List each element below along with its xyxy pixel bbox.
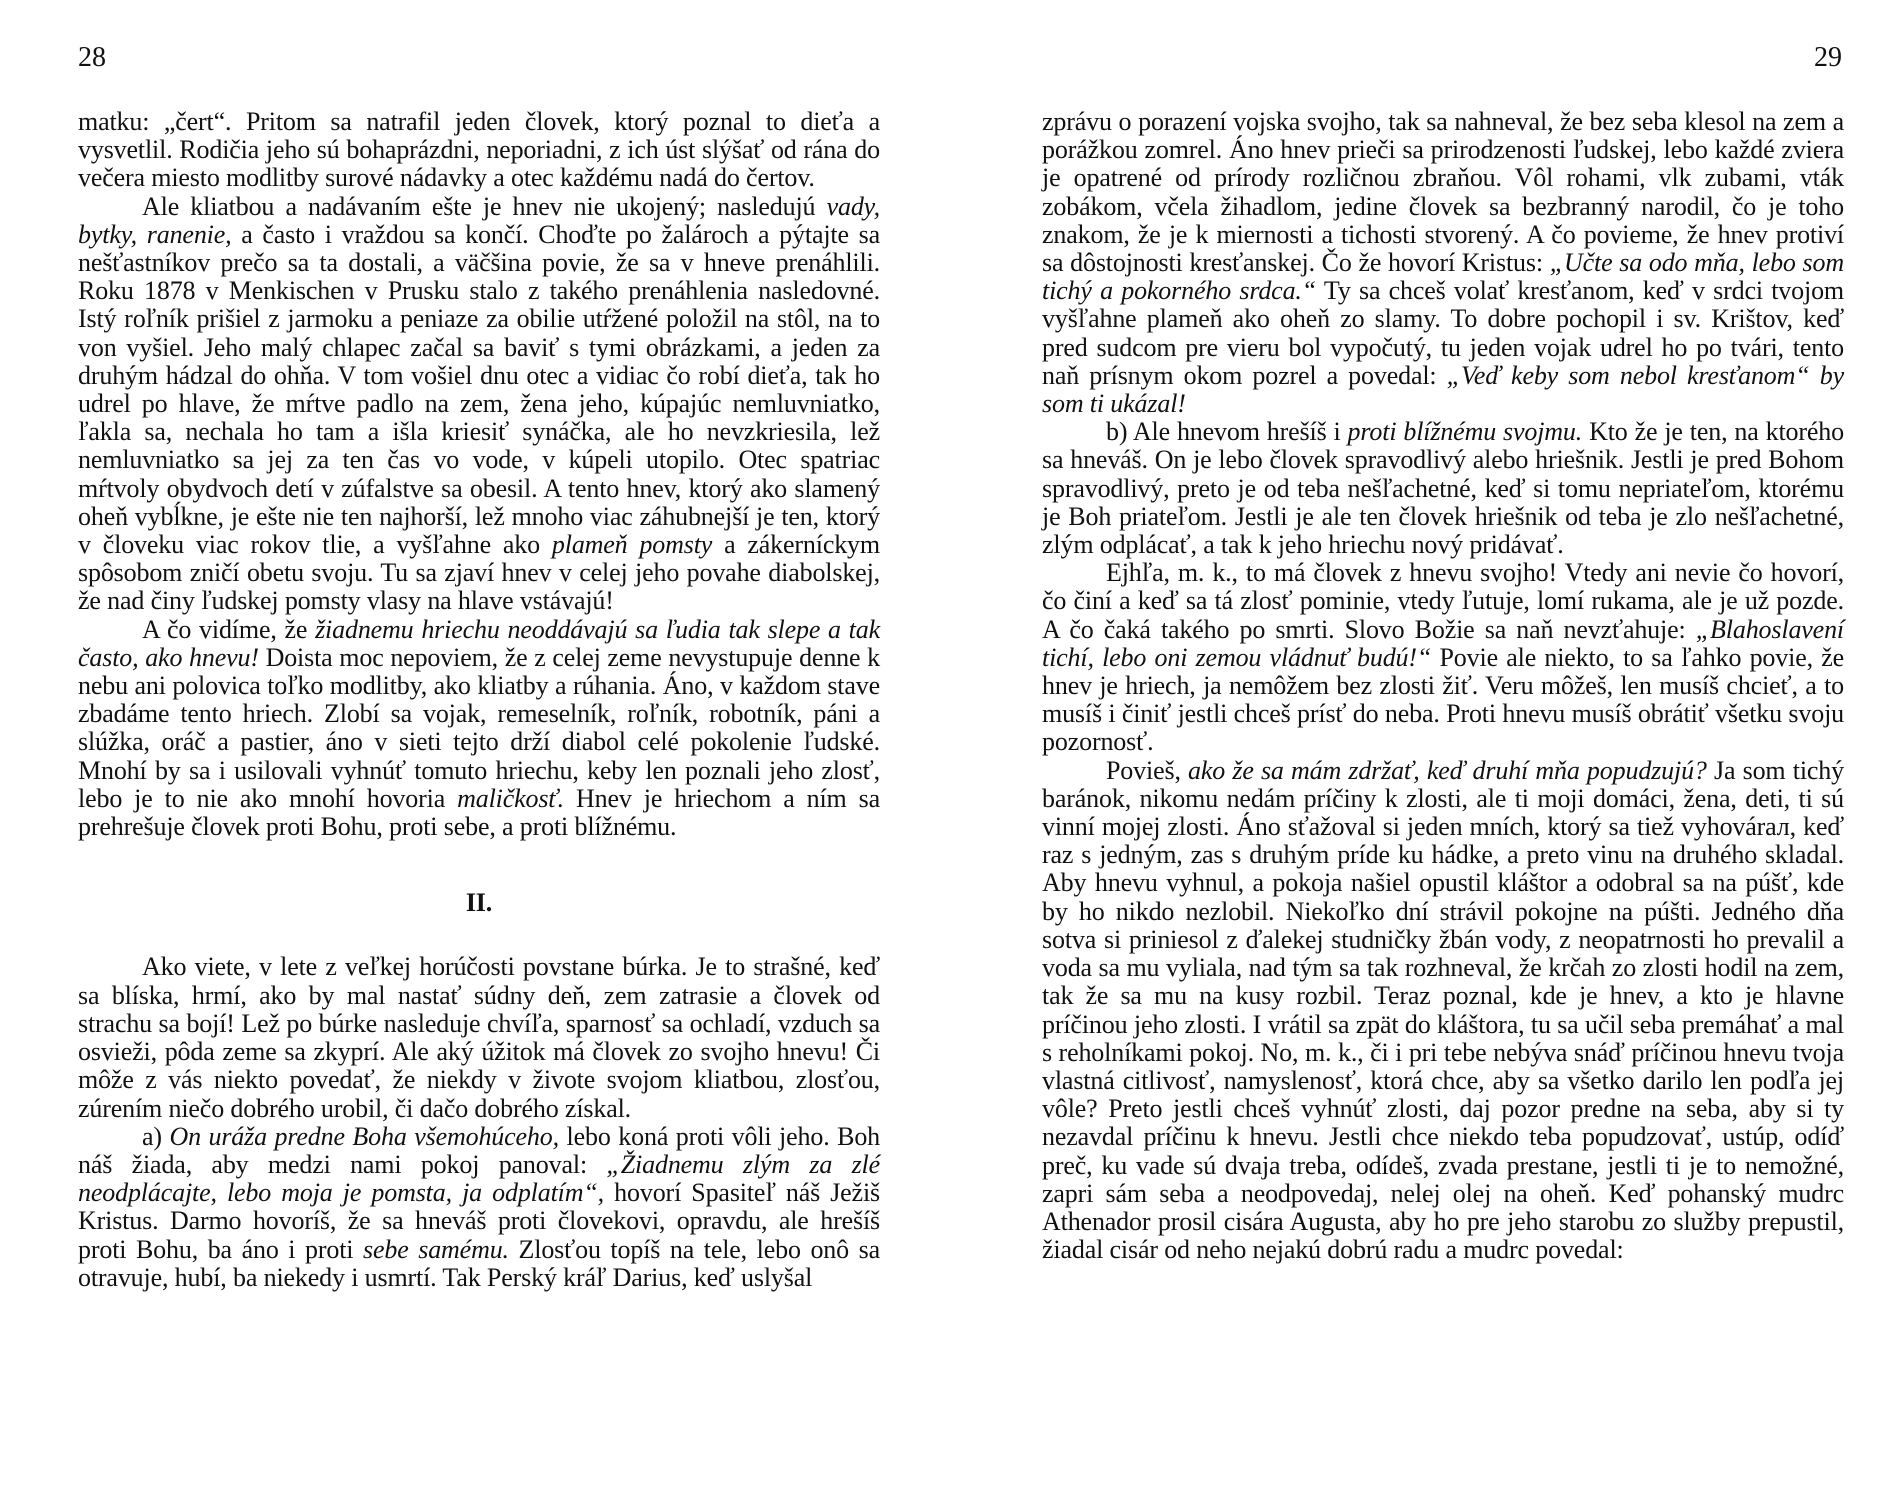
paragraph: matku: „čert“. Pritom sa natrafil jeden človek, ktorý poznal to dieťa a vysvetlil. Rodičia jeho sú bohaprázdni, neporiadni, z ich úst slýšať od rána do večera miesto modlitby surové nádavky a otec každému nadá do čertov. — [78, 107, 880, 193]
page-number-right: 29 — [1814, 42, 1842, 73]
paragraph: Ejhľa, m. k., to má človek z hnevu svojho! Vtedy ani nevie čo hovorí, čo činí a keď sa tá zlosť pominie, vtedy ľutuje, lomí rukama, ale je už pozde. A čo čaká takého po smrti. Slovo Božie sa naň nevzťahuje: „Blahoslavení tichí, lebo oni zemou vládnuť budú!“ Povie ale niekto, to sa ľahko povie, že hnev je hriech, ja nemôžem bez zlosti žiť. Veru môžeš, len musíš chcieť, a to musíš i činiť jestli chceš prísť do neba. Proti hnevu musíš obrátiť všetku svoju pozornosť. — [1042, 558, 1844, 757]
paragraph: a) On uráža predne Boha všemohúceho, lebo koná proti vôli jeho. Boh náš žiada, aby medzi nami pokoj panoval: „Žiadnemu zlým za zlé neodplácajte, lebo moja je pomsta, ja odplatím“, hovorí Spasiteľ náš Ježiš Kristus. Darmo hovoríš, že sa hneváš proti človekovi, opravdu, ale hrešíš proti Bohu, ba áno i proti sebe samému. Zlosťou topíš na tele, lebo onô sa otravuje, hubí, ba niekedy i usmrtí. Tak Perský kráľ Darius, keď uslyšal — [78, 1121, 881, 1292]
left-page-text — [78, 108, 880, 1292]
paragraph: Povieš, ako že sa mám zdržať, keď druhí mňa popudzujú? Ja som tichý baránok, nikomu nedám príčiny k zlosti, ale ti moji domáci, žena, deti, ti sú vinní mojej zlosti. Áno sťažoval si jeden mních, ktorý sa tiež vyhovárал, keď raz s jedným, zas s druhým príde ku hádke, a preto vinu na druhého skladal. Aby hnevu vyhnul, a pokoja našiel opustil kláštor a odobral sa na púšť, kde by ho nikdo nezlobil. Niekoľko dní strávil pokojne na púšti. Jedného dňa sotva si priniesol z ďalekej studničky žbán vody, z neopatrnosti ho prevalil a voda sa mu vyliala, nad tým sa tak rozhneval, že krčah zo zlosti hodil na zem, tak že sa mu na kusy rozbil. Teraz poznal, kde je hnev, a kto je hlavne príčinou jeho zlosti. I vrátil sa zpät do kláštora, tu sa učil seba premáhať a mal s reholníkami pokoj. No, m. k., či i pri tebe nebýva snáď príčinou hnevu tvoja vlastná citlivosť, namyslenosť, ktorá chce, aby sa všetko darilo len podľa jej vôle? Preto jestli chceš vyhnúť zlosti, daj pozor predne na seba, aby si ty nezavdal príčinu k hnevu. Jestli chce niekdo teba popudzovať, ustúp, odíď preč, ku vade sú dvaja treba, odídeš, zvada prestane, jestli ti je to nemožné, zapri sám seba a neodpovedaj, nelej olej na oheň. Keď pohanský mudrc Athenador prosil cisára Augusta, aby ho pre jeho starobu zo služby prepustil, žiadal cisár od neho nejakú dobrú radu a mudrc povedal: — [1042, 755, 1844, 1265]
page-number-left: 28 — [78, 42, 106, 73]
right-page-text — [1042, 108, 1844, 1264]
paragraph: Ako viete, v lete z veľkej horúčosti povstane búrka. Je to strašné, keď sa blíska, hrmí, ako by mal nastať súdny deň, zem zatrasie a človek od strachu sa bojí! Lež po búrke nasleduje chvíľa, sparnosť sa ochladí, vzduch sa osvieži, pôda zeme sa zkyprí. Ale aký úžitok má človek zo svojho hnevu! Či môže z vás niekto povedať, že niekdy v živote svojom kliatbou, zlosťou, zúrením niečo dobrého urobil, či dačo dobrého získal. — [78, 952, 880, 1123]
section-heading: II. — [465, 888, 493, 918]
paragraph: zprávu o porazení vojska svojho, tak sa nahneval, že bez seba klesol na zem a porážkou zomrel. Áno hnev prieči sa prirodzenosti ľudskej, lebo každé zviera je opatrené od prírody rozličnou zbraňou. Vôl rohami, vlk zubami, vták zobákom, včela žihadlom, jedine človek sa bezbranný narodil, čo je toho znakom, že je k miernosti a tichosti stvorený. A čo povieme, že hnev protiví sa dôstojnosti kresťanskej. Čo že hovorí Kristus: „Učte sa odo mňa, lebo som tichý a pokorného srdca.“ Ty sa chceš volať kresťanom, keď v srdci tvojom vyšľahne plameň ako oheň zo slamy. To dobre pochopil i sv. Krištov, keď pred sudcom pre vieru bol vypočutý, tu jeden vojak udrel ho po tvári, tento naň prísnym okom pozrel a povedal: „Veď keby som nebol kresťanom“ by som ti ukázal! — [1042, 107, 1845, 419]
paragraph: b) Ale hnevom hrešíš i proti blížnému svojmu. Kto že je ten, na ktorého sa hneváš. On je lebo človek spravodlivý alebo hriešnik. Jestli je pred Bohom spravodlivý, preto je od teba nešľachetné, keď si tomu nepriateľom, ktorému je Boh priateľom. Jestli je ale ten človek hriešnik od teba je zlo nešľachetné, zlým odplácať, a tak k jeho hriechu nový pridávať. — [1042, 417, 1844, 560]
paragraph: Ale kliatbou a nadávaním ešte je hnev nie ukojený; nasledujú vady, bytky, ranenie, a často i vraždou sa končí. Choďte po žalároch a pýtajte sa nešťastníkov prečo sa ta dostali, a väčšina povie, že sa v hneve prenáhlili. Roku 1878 v Menkischen v Prusku stalo z takého prenáhlenia nasledovné. Istý roľník prišiel z jarmoku a peniaze za obilie utŕžené položil na stôl, na to von vyšiel. Jeho malý chlapec začal sa baviť s tymi obrázkami, a jeden za druhým hádzal do ohňa. V tom vošiel dnu otec a vidiac čo robí dieťa, tak ho udrel po hlave, že mŕtve padlo na zem, žena jeho, kúpajúc nemluvniatko, ľakla sa, nechala ho tam a išla kriesiť synáčka, ale ho nevzkriesila, lež nemluvniatko sa jej za ten čas vo vode, v kúpeli utopilo. Otec spatriac mŕtvoly obydvoch detí v zúfalstve sa obesil. A tento hnev, ktorý ako slamený oheň vybĺkne, je ešte nie ten najhorší, lež mnoho viac záhubnejší je ten, ktorý v človeku viac rokov tlie, a vyšľahne ako plameň pomsty a zákerníckym spôsobom zničí obetu svoju. Tu sa zjaví hnev v celej jeho povahe diabolskej, že nad činy ľudskej pomsty vlasy na hlave vstávajú! — [78, 191, 880, 616]
paragraph: A čo vidíme, že žiadnemu hriechu neoddávajú sa ľudia tak slepe a tak často, ako hnevu! Doista moc nepoviem, že z celej zeme nevystupuje denne k nebu ani polovica toľko modlitby, ako kliatby a rúhania. Áno, v každom stave zbadáme tento hriech. Zlobí sa vojak, remeselník, roľník, robotník, páni a slúžka, oráč a pastier, áno v sieti tejto drží diabol celé pokolenie ľudské. Mnohí by sa i usilovali vyhnúť tomuto hriechu, keby len poznali jeho zlosť, lebo je to nie ako mnohí hovoria maličkosť. Hnev je hriechom a ním sa prehrešuje človek proti Bohu, proti sebe, a proti blížnému. — [78, 614, 881, 842]
